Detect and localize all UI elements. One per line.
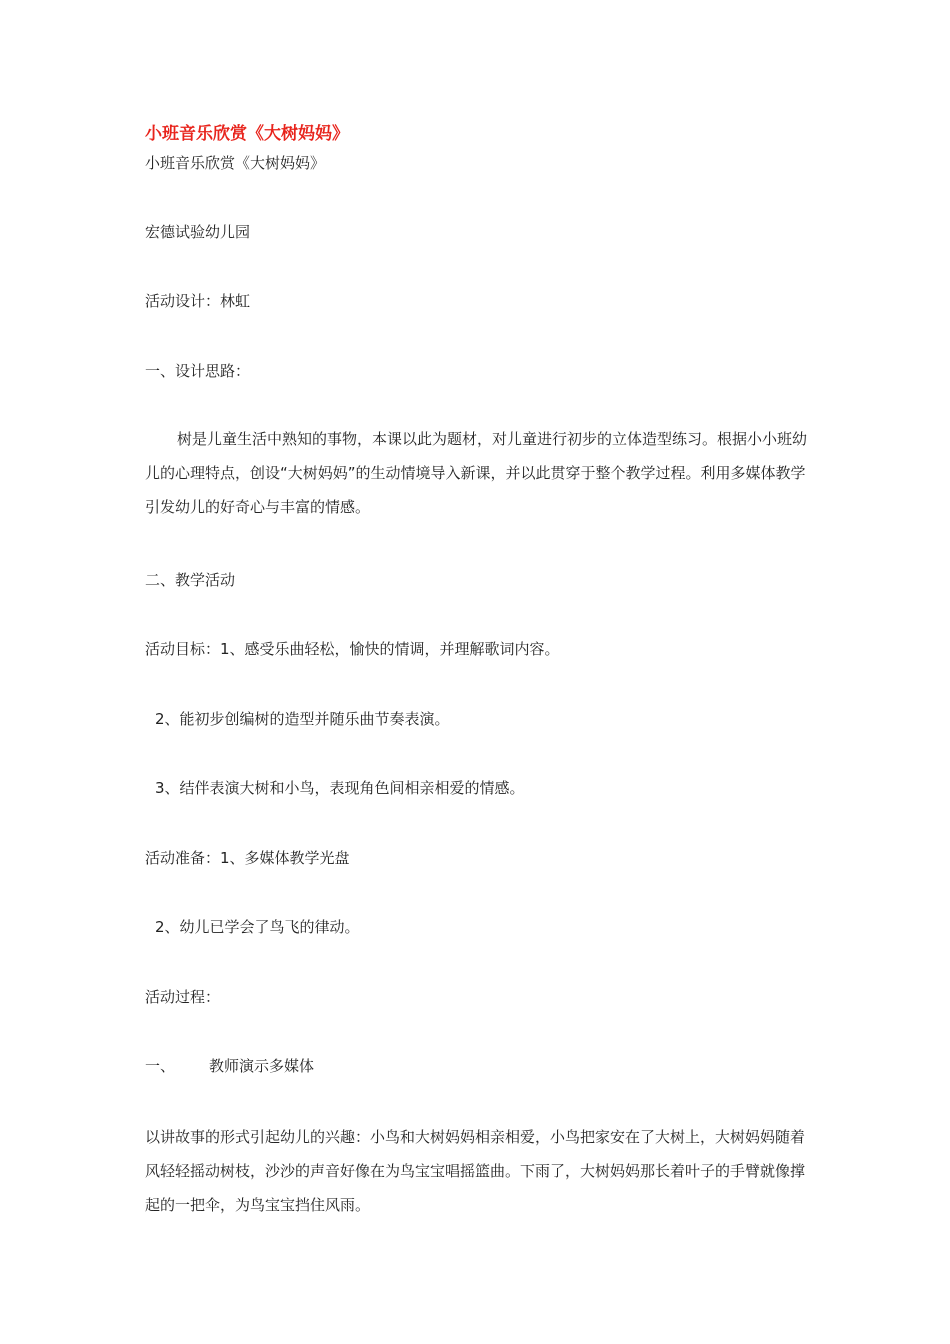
document-subtitle: 小班音乐欣赏《大树妈妈》 <box>145 154 326 172</box>
step1-heading <box>145 1056 314 1076</box>
designer-line: 活动设计：林虹 <box>145 292 251 310</box>
step1-body: 以讲故事的形式引起幼儿的兴趣：小鸟和大树妈妈相亲相爱，小鸟把家安在了大树上，大树妈妈随着风轻轻摇动树枝，沙沙的声音好像在为鸟宝宝唱摇篮曲。下雨了，大树妈妈那长着叶子的手臂就像撑起的一把伞，为鸟宝宝挡住风雨。 <box>145 1128 806 1214</box>
prep-2: 2、幼儿已学会了鸟飞的律动。 <box>155 918 360 936</box>
section1-heading: 一、设计思路： <box>145 362 251 380</box>
document-title: 小班音乐欣赏《大树妈妈》 <box>145 124 349 144</box>
section2-heading: 二、教学活动 <box>145 571 236 589</box>
process-heading: 活动过程： <box>145 988 221 1006</box>
goal-3: 3、结伴表演大树和小鸟，表现角色间相亲相爱的情感。 <box>155 779 525 797</box>
section1-body: 树是儿童生活中熟知的事物，本课以此为题材，对儿童进行初步的立体造型练习。根据小小班幼儿的心理特点，创设“大树妈妈”的生动情境导入新课，并以此贯穿于整个教学过程。利用多媒体教学引发幼儿的好奇心与丰富的情感。 <box>145 430 808 516</box>
step1-number: 一、 <box>145 1057 176 1075</box>
goal-1: 活动目标：1、感受乐曲轻松，愉快的情调，并理解歌词内容。 <box>145 640 560 658</box>
prep-1: 活动准备：1、多媒体教学光盘 <box>145 849 350 867</box>
step1-label: 教师演示多媒体 <box>209 1057 315 1075</box>
school-name: 宏德试验幼儿园 <box>145 223 251 241</box>
goal-2: 2、能初步创编树的造型并随乐曲节奏表演。 <box>155 710 450 728</box>
